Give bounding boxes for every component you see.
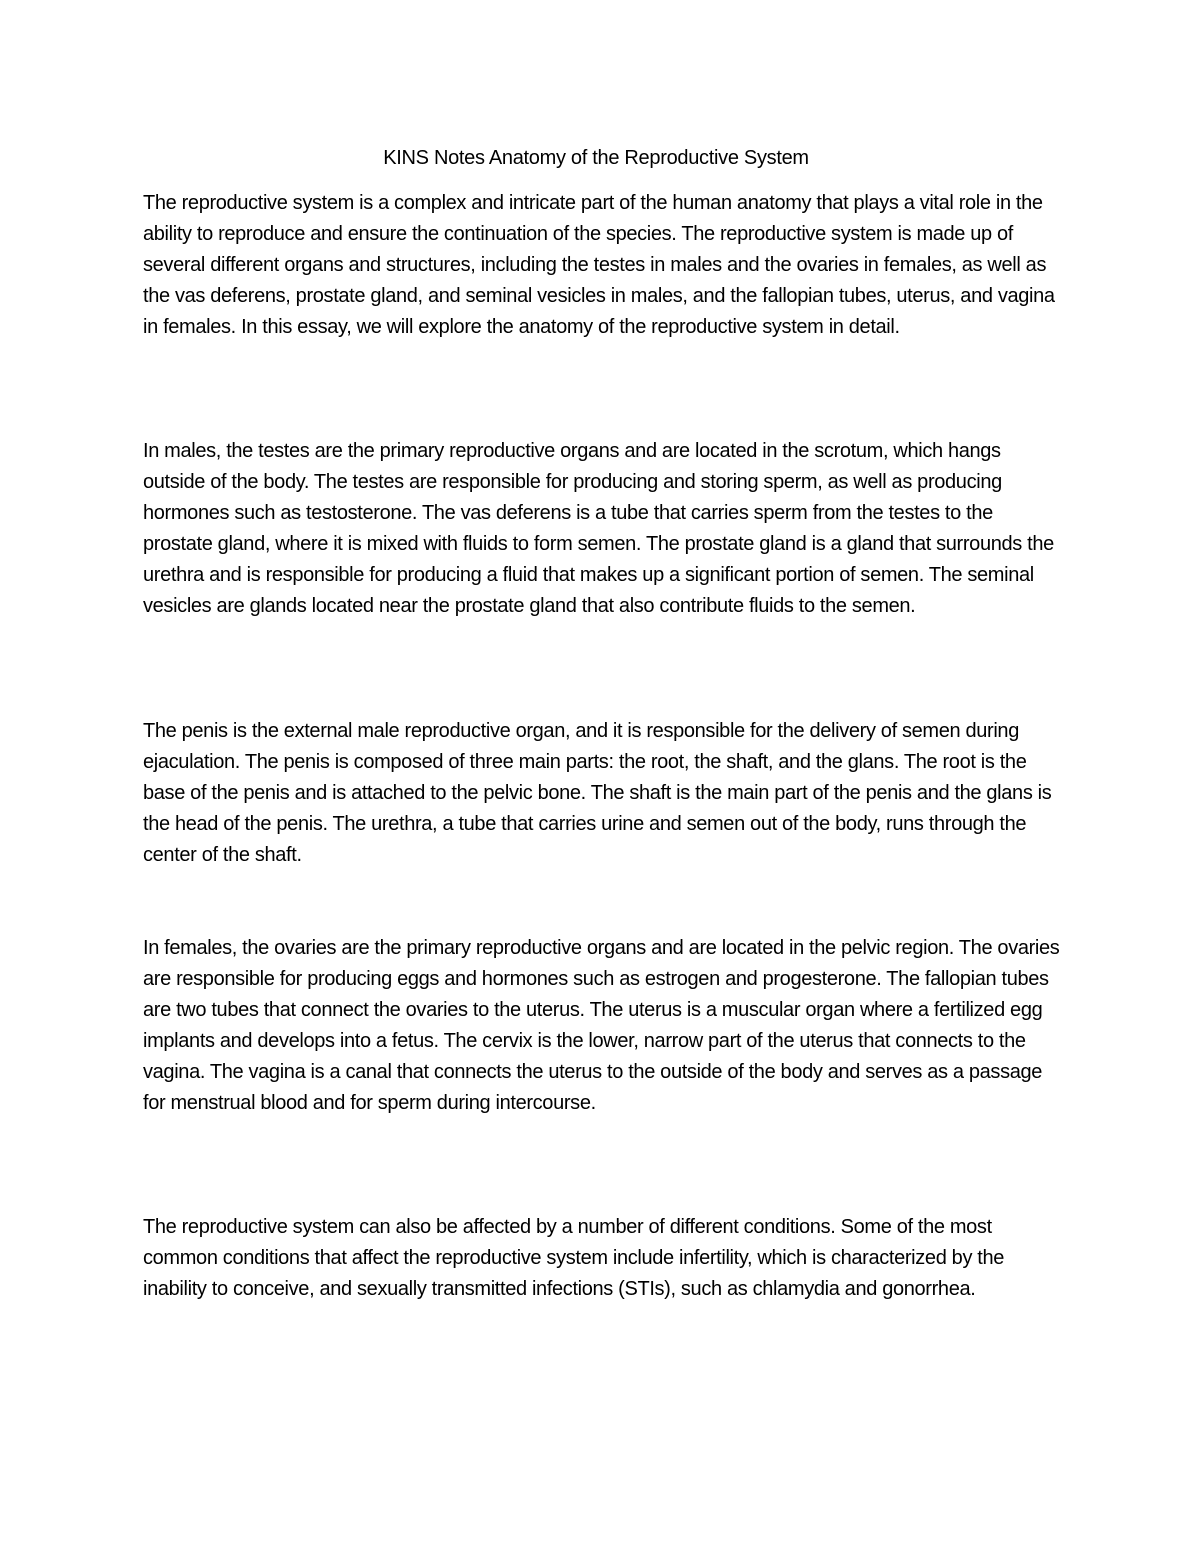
paragraph-male-organs: In males, the testes are the primary reproductive organs and are located in the scrotum, which hangs outside of the body. The testes are responsible for producing and storing sperm, as well as producing hormones such as testosterone. The vas deferens is a tube that carries sperm from the testes to the prostate gland, where it is mixed with fluids to form semen. The prostate gland is a gland that surrounds the urethra and is responsible for producing a fluid that makes up a significant portion of semen. The seminal vesicles are glands located near the prostate gland that also contribute fluids to the semen. [143,440,1054,617]
paragraph-introduction: The reproductive system is a complex and intricate part of the human anatomy that plays a vital role in the ability to reproduce and ensure the continuation of the species. The reproductive system is made up of several different organs and structures, including the testes in males and the ovaries in females, as well as the vas deferens, prostate gland, and seminal vesicles in males, and the fallopian tubes, uterus, and vagina in females. In this essay, we will explore the anatomy of the reproductive system in detail. [143,192,1055,338]
paragraph-female-organs: In females, the ovaries are the primary reproductive organs and are located in the pelvic region. The ovaries are responsible for producing eggs and hormones such as estrogen and progesterone. The fallopian tubes are two tubes that connect the ovaries to the uterus. The uterus is a muscular organ where a fertilized egg implants and develops into a fetus. The cervix is the lower, narrow part of the uterus that connects to the vagina. The vagina is a canal that connects the uterus to the outside of the body and serves as a passage for menstrual blood and for sperm during intercourse. [143,937,1060,1114]
document-title: KINS Notes Anatomy of the Reproductive System [383,147,809,169]
paragraph-penis: The penis is the external male reproductive organ, and it is responsible for the delivery of semen during ejaculation. The penis is composed of three main parts: the root, the shaft, and the glans. The root is the base of the penis and is attached to the pelvic bone. The shaft is the main part of the penis and the glans is the head of the penis. The urethra, a tube that carries urine and semen out of the body, runs through the center of the shaft. [143,720,1052,866]
paragraph-conditions: The reproductive system can also be affected by a number of different conditions. Some of the most common conditions that affect the reproductive system include infertility, which is characterized by the inability to conceive, and sexually transmitted infections (STIs), such as chlamydia and gonorrhea. [143,1216,1005,1300]
